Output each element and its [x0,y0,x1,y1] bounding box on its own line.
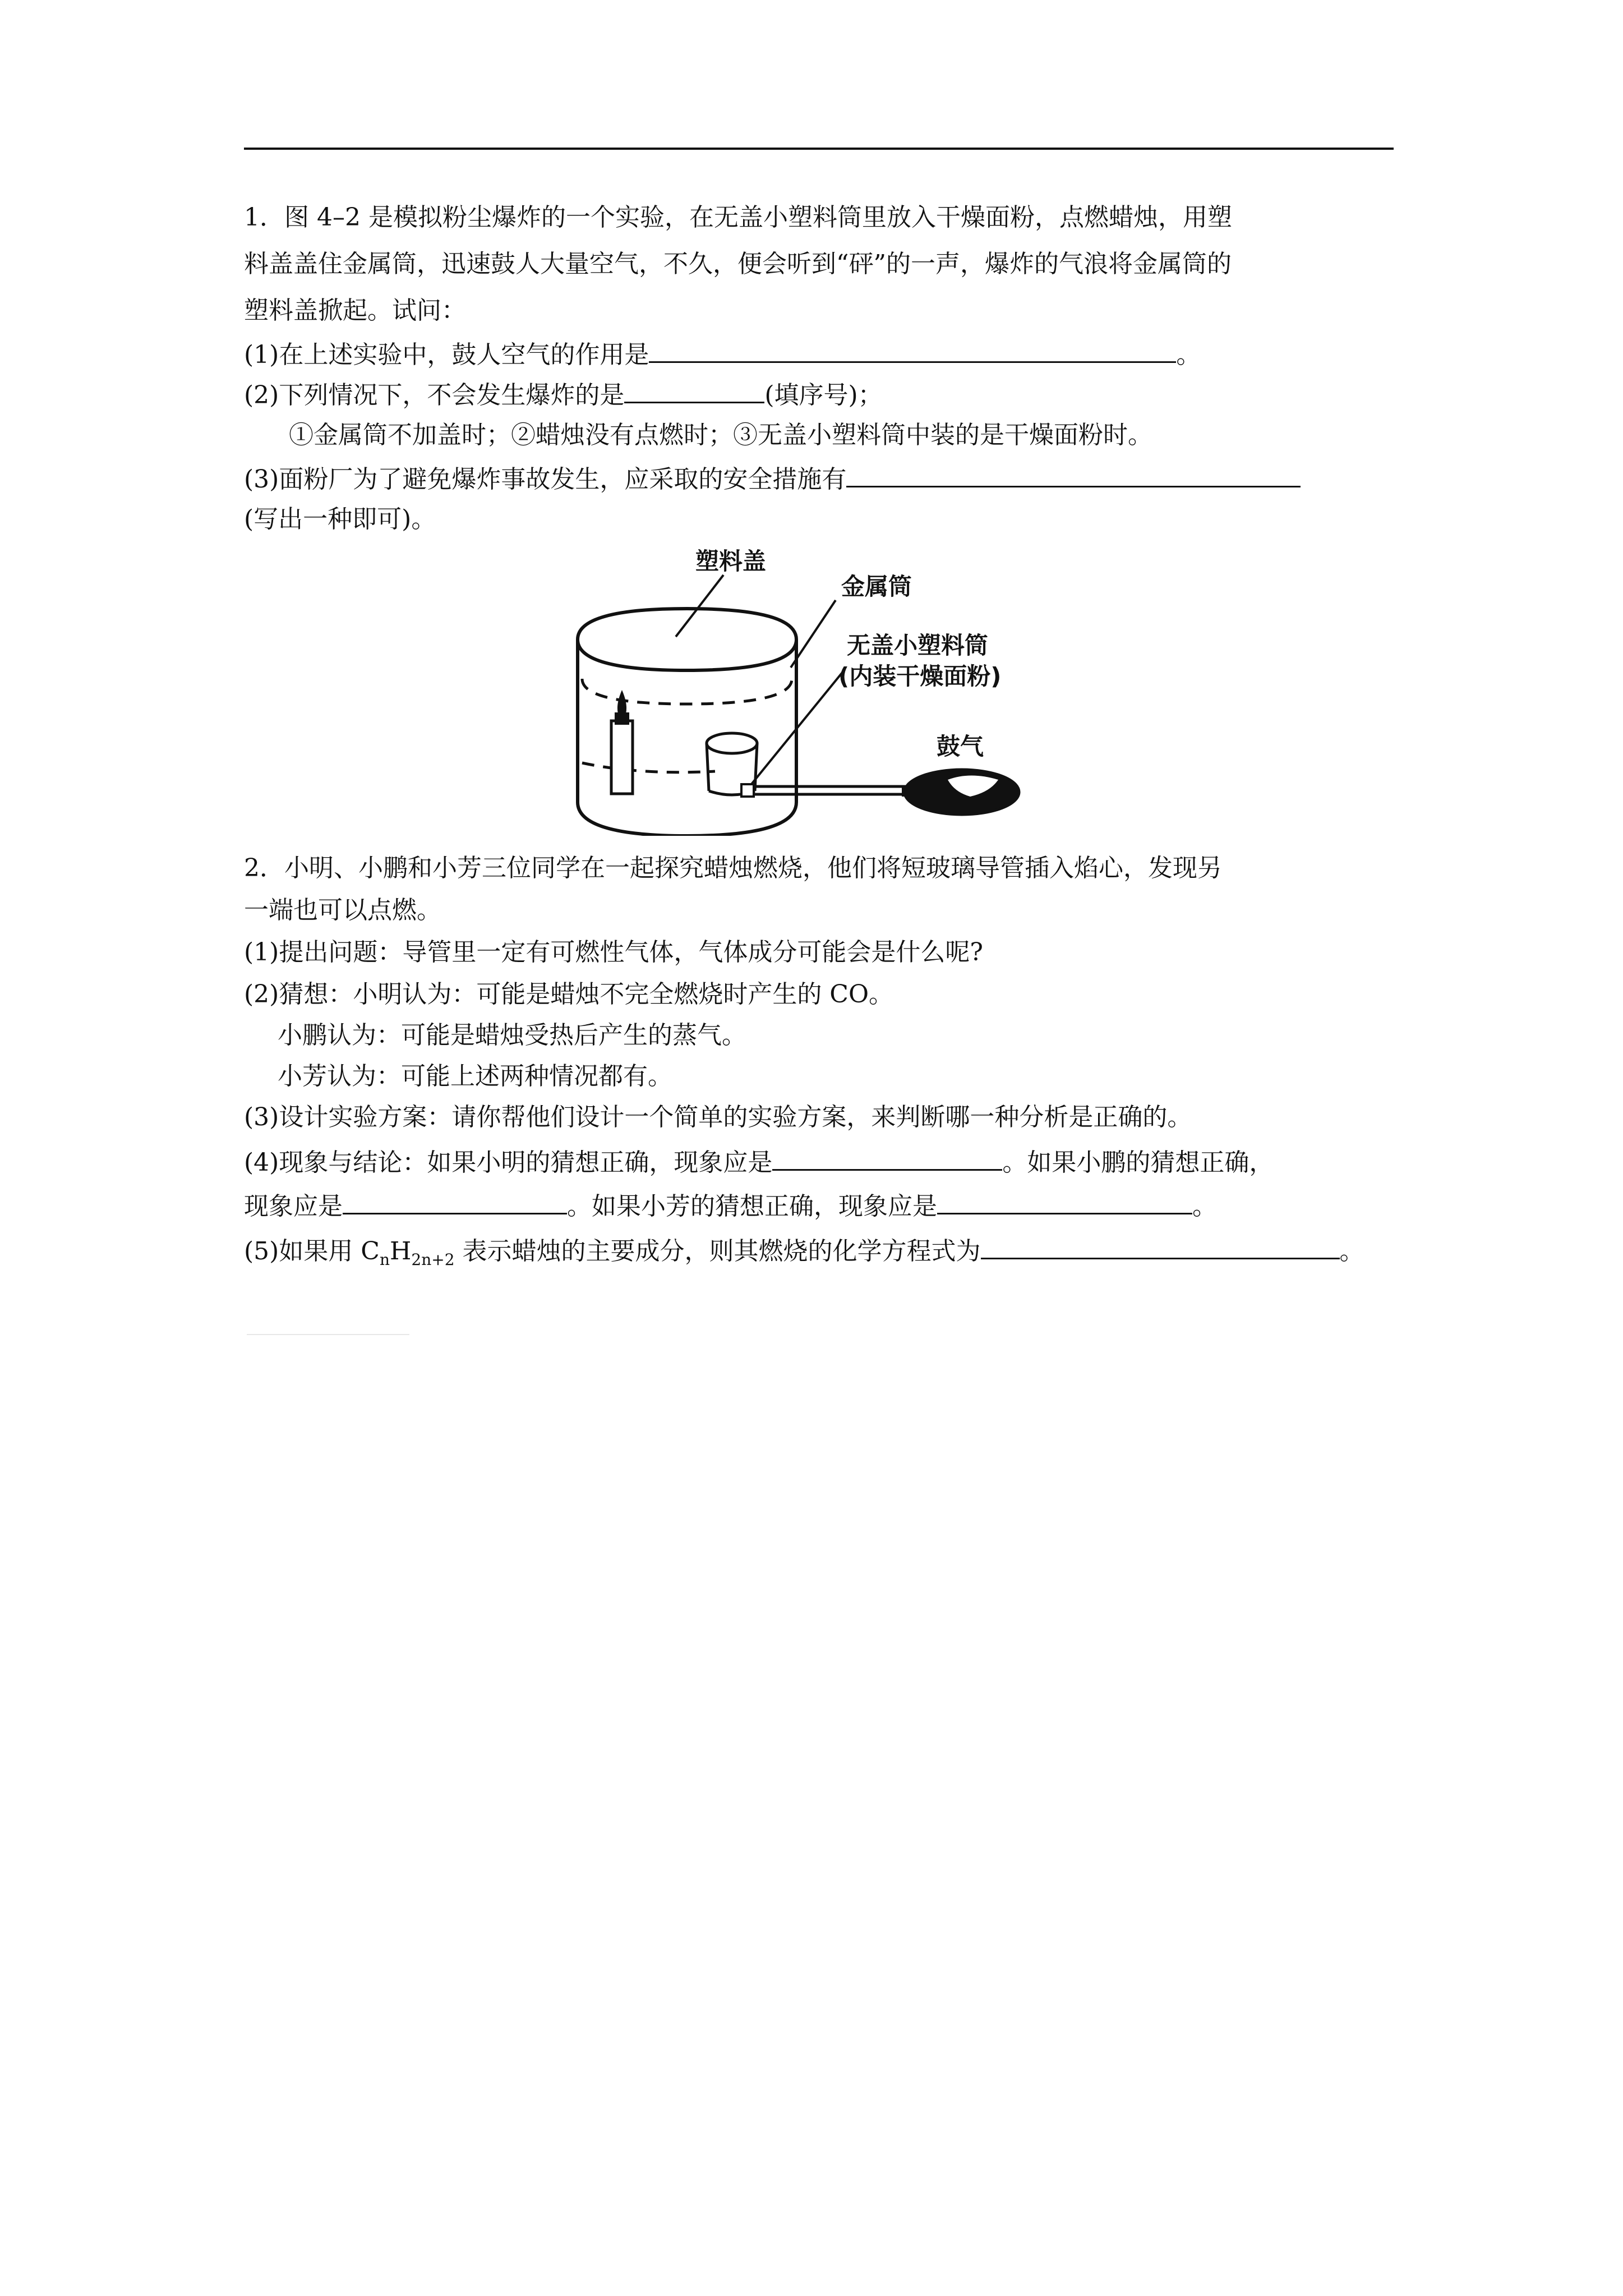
q1-stem-line-3: 塑料盖掀起。试问： [244,296,466,325]
q1-part-2-blank[interactable] [624,377,764,403]
q1-part-3-line-2: (写出一种即可)。 [244,505,436,533]
q1-part-3 [244,461,1301,495]
q2-part-3: (3)设计实验方案：请你帮他们设计一个简单的实验方案，来判断哪一种分析是正确的。 [244,1103,1192,1131]
q2-part-4-text-d: 。如果小芳的猜想正确，现象应是 [567,1192,937,1221]
q1-part-1-end: 。 [1176,341,1201,369]
dust-explosion-figure [555,533,1060,836]
header-rule [244,148,1394,150]
q1-part-2-options: ①金属筒不加盖时；②蜡烛没有点燃时；③无盖小塑料筒中装的是干燥面粉时。 [289,421,1152,449]
q2-part-5-text-b: 表示蜡烛的主要成分，则其燃烧的化学方程式为 [454,1237,981,1266]
q2-part-2-b: 小鹏认为：可能是蜡烛受热后产生的蒸气。 [278,1021,746,1050]
q2-part-4-text-c: 现象应是 [244,1192,343,1221]
q2-part-4-text-e: 。 [1192,1192,1217,1221]
q2-part-5-end: 。 [1339,1237,1364,1266]
figure-label-cup-2: (内装干燥面粉) [838,662,1002,690]
q2-part-4-line-1 [244,1144,1274,1179]
figure-label-can: 金属筒 [841,573,912,600]
q1-stem-line-1: 1．图 4–2 是模拟粉尘爆炸的一个实验，在无盖小塑料筒里放入干燥面粉，点燃蜡烛，用塑 [244,203,1232,232]
q2-part-4-line-2 [244,1188,1217,1222]
q2-stem-line-2: 一端也可以点燃。 [244,896,441,924]
faint-mark [247,1334,409,1335]
q2-part-4-text-b: 。如果小鹏的猜想正确， [1002,1148,1274,1177]
q2-part-5-h: H [390,1237,412,1266]
q2-stem-line-1: 2．小明、小鹏和小芳三位同学在一起探究蜡烛燃烧，他们将短玻璃导管插入焰心，发现另 [244,854,1222,882]
q2-part-1: (1)提出问题：导管里一定有可燃性气体，气体成分可能会是什么呢? [244,938,983,967]
q1-part-2-text: (2)下列情况下，不会发生爆炸的是 [244,381,625,409]
q2-part-2: (2)猜想：小明认为：可能是蜡烛不完全燃烧时产生的 CO。 [244,980,894,1009]
q2-part-2-c: 小芳认为：可能上述两种情况都有。 [278,1062,672,1091]
figure-label-lid: 塑料盖 [695,547,767,575]
q2-part-5-sub-2n2: 2n+2 [411,1250,455,1269]
q2-part-4-blank-1[interactable] [772,1144,1002,1171]
q2-part-5-sub-n: n [379,1250,390,1269]
q1-stem-line-2: 料盖盖住金属筒，迅速鼓人大量空气，不久，便会听到“砰”的一声，爆炸的气浪将金属筒的 [244,250,1232,278]
q2-part-5 [244,1233,1364,1267]
q1-part-2 [244,377,883,411]
q2-part-4-blank-2[interactable] [343,1188,567,1214]
candle-icon [611,690,633,794]
figure-label-cup-1: 无盖小塑料筒 [847,632,989,659]
q1-part-1-text: (1)在上述实验中，鼓人空气的作用是 [244,341,649,369]
q1-part-1-blank[interactable] [649,337,1176,363]
q2-part-4-text-a: (4)现象与结论：如果小明的猜想正确，现象应是 [244,1148,773,1177]
q1-part-1 [244,337,1201,371]
figure-label-blow: 鼓气 [937,733,984,760]
q1-part-3-blank[interactable] [846,461,1301,487]
q2-part-5-blank[interactable] [981,1233,1340,1259]
q1-part-3-text: (3)面粉厂为了避免爆炸事故发生，应采取的安全措施有 [244,465,847,494]
q2-part-4-blank-3[interactable] [937,1188,1192,1214]
q1-part-2-end: (填序号)； [764,381,883,409]
plastic-cup [707,733,757,797]
bellows-icon [902,770,1019,815]
q2-part-5-text-a: (5)如果用 C [244,1237,380,1266]
air-tube [755,786,909,794]
